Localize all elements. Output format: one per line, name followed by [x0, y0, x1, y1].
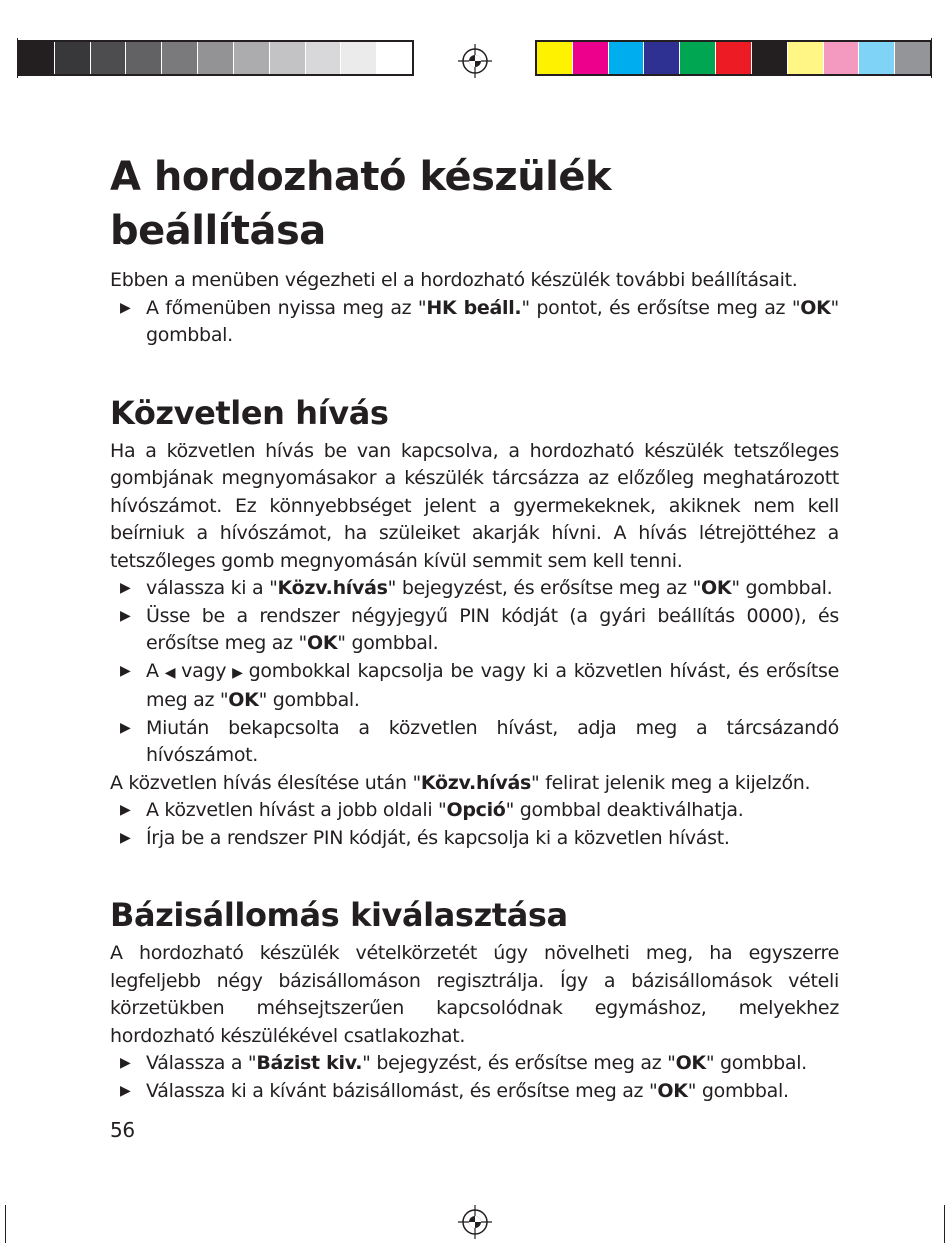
page-content: [110, 150, 839, 1105]
list-item: ▶ Írja be a rendszer PIN kódját, és kapcsolja ki a közvetlen hívást.: [110, 825, 839, 853]
color-swatch: [126, 42, 162, 74]
page-number: 56: [110, 1118, 135, 1142]
color-swatch: [55, 42, 91, 74]
list-item: ▶ A közvetlen hívást a jobb oldali "Opció" gombbal deaktiválhatja.: [110, 797, 839, 825]
intro-bullet-list: [110, 295, 839, 350]
color-swatch: [162, 42, 198, 74]
list-item: ▶ Miután bekapcsolta a közvetlen hívást, adja meg a tárcsázandó hívószámot.: [120, 716, 839, 766]
color-swatch: [341, 42, 377, 74]
color-calibration-strip: [535, 40, 932, 76]
bullet-arrow-icon: ▶: [120, 662, 131, 679]
registration-target-bottom-icon: [458, 1205, 492, 1239]
section-direct-call: [110, 392, 839, 853]
color-swatch: [680, 42, 716, 74]
crop-mark-bottom-right: [944, 1205, 945, 1243]
bullet-arrow-icon: ▶: [120, 1055, 131, 1071]
crop-mark-right: [931, 38, 932, 78]
color-swatch: [306, 42, 342, 74]
crop-mark-left: [17, 38, 18, 78]
color-swatch: [824, 42, 860, 74]
section-heading: Közvetlen hívás: [110, 393, 389, 432]
list-item: ▶ Válassza ki a kívánt bázisállomást, és erősítse meg az "OK" gombbal.: [110, 1078, 839, 1106]
section-base-station: [110, 894, 839, 1105]
right-arrow-icon: ▶: [232, 664, 243, 681]
color-swatch: [788, 42, 824, 74]
list-item: ▶ Válassza a "Bázist kiv." bejegyzést, és erősítse meg az "OK" gombbal.: [110, 1050, 839, 1078]
registration-target-icon: [458, 44, 492, 78]
color-swatch: [644, 42, 680, 74]
color-swatch: [752, 42, 788, 74]
color-swatch: [895, 42, 930, 74]
bullet-arrow-icon: ▶: [120, 299, 131, 316]
bullet-arrow-icon: ▶: [120, 580, 131, 596]
list-item: ▶ A főmenüben nyissa meg az "HK beáll." pontot, és erősítse meg az "OK" gombbal.: [120, 296, 839, 346]
color-swatch: [234, 42, 270, 74]
color-swatch: [716, 42, 752, 74]
gray-calibration-strip: [17, 40, 414, 76]
list-item: ▶ válassza ki a "Közv.hívás" bejegyzést, és erősítse meg az "OK" gombbal.: [110, 575, 839, 603]
color-swatch: [198, 42, 234, 74]
bullet-arrow-icon: ▶: [120, 719, 131, 736]
left-arrow-icon: ◀: [164, 664, 176, 681]
color-swatch: [377, 42, 412, 74]
intro-text: Ebben a menüben végezheti el a hordozható készülék további beállításait.: [110, 269, 798, 291]
color-swatch: [270, 42, 306, 74]
bullet-list: [110, 575, 839, 770]
color-swatch: [91, 42, 127, 74]
section-paragraph: Ha a közvetlen hívás be van kapcsolva, a hordozható készülék tetszőleges gombjának megnyomásakor a készülék tárcsázza az előzőleg meghatározott hívószámot. Ez könnyebbséget jelent a gyermekeknek, akiknek nem kell beírniuk a hívószámot, ha szüleiket akarják hívni. A hívás létrejöttéhez a tetszőleges gomb megnyomásán kívül semmit sem kell tenni.: [110, 439, 839, 572]
color-swatch: [19, 42, 55, 74]
section-paragraph: A hordozható készülék vételkörzetét úgy növelheti meg, ha egyszerre legfeljebb négy bázisállomáson regisztrálja. Így a bázisállomások vételi körzetükben méhsejtszerűen kapcsolódnak egymáshoz, melyekhez hordozható készülékével csatlakozhat.: [110, 942, 839, 1047]
bullet-arrow-icon: ▶: [120, 802, 131, 818]
color-swatch: [573, 42, 609, 74]
page-title: A hordozható készülék beállítása: [110, 154, 612, 254]
color-swatch: [609, 42, 645, 74]
bullet-list: [110, 1050, 839, 1105]
section-heading: Bázisállomás kiválasztása: [110, 896, 568, 934]
bullet-arrow-icon: ▶: [120, 1082, 131, 1099]
color-swatch: [859, 42, 895, 74]
bullet-arrow-icon: ▶: [120, 829, 131, 846]
color-swatch: [537, 42, 573, 74]
section-note: A közvetlen hívás élesítése után "Közv.hívás" felirat jelenik meg a kijelzőn.: [110, 771, 811, 794]
list-item: ▶ Üsse be a rendszer négyjegyű PIN kódját (a gyári beállítás 0000), és erősítse meg az "OK" gombbal.: [120, 604, 839, 654]
crop-mark-bottom-left: [5, 1205, 6, 1243]
bullet-list-2: [110, 797, 839, 852]
list-item: ▶ A ◀ vagy ▶ gombokkal kapcsolja be vagy ki a közvetlen hívást, és erősítse meg az "OK" gombbal.: [120, 659, 839, 711]
bullet-arrow-icon: ▶: [120, 607, 131, 624]
